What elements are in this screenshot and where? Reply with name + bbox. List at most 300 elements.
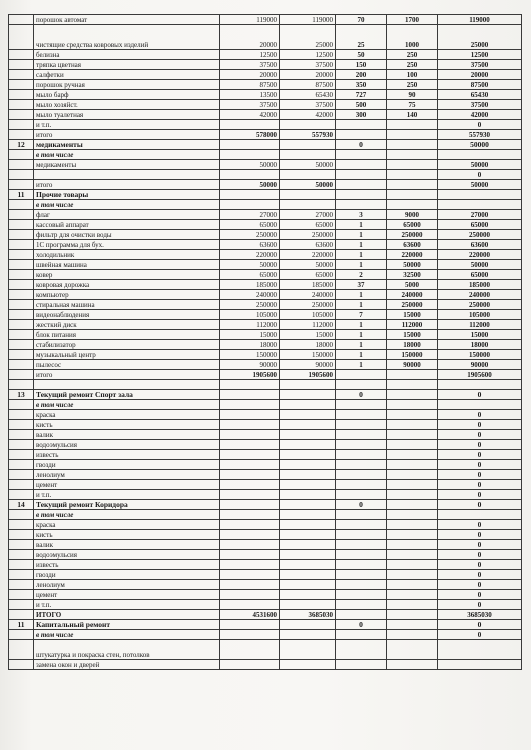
- row-number: [9, 430, 34, 440]
- unit-price: [387, 460, 438, 470]
- amount-approved: 15000: [280, 330, 336, 340]
- row-number: [9, 90, 34, 100]
- row-number: [9, 240, 34, 250]
- amount-approved: 3685030: [280, 610, 336, 620]
- quantity: [336, 370, 387, 380]
- table-row: [9, 200, 522, 210]
- table-row: [9, 360, 522, 370]
- amount-approved: [280, 590, 336, 600]
- quantity: 0: [336, 500, 387, 510]
- amount-approved: [280, 540, 336, 550]
- quantity: 37: [336, 280, 387, 290]
- table-row: [9, 470, 522, 480]
- item-name: кисть: [34, 420, 220, 430]
- unit-price: [387, 390, 438, 400]
- item-name: белизна: [34, 50, 220, 60]
- item-name: валик: [34, 540, 220, 550]
- quantity: [336, 450, 387, 460]
- item-name: флаг: [34, 210, 220, 220]
- unit-price: [387, 130, 438, 140]
- quantity: [336, 630, 387, 640]
- total: 0: [438, 600, 522, 610]
- item-name: известь: [34, 560, 220, 570]
- quantity: [336, 440, 387, 450]
- total: 0: [438, 480, 522, 490]
- item-name: музыкальный центр: [34, 350, 220, 360]
- quantity: 1: [336, 330, 387, 340]
- item-name: порошок автомат: [34, 15, 220, 25]
- quantity: 70: [336, 15, 387, 25]
- amount-approved: [280, 460, 336, 470]
- section-row: [9, 620, 522, 630]
- item-name: в том числе: [34, 510, 220, 520]
- quantity: 50: [336, 50, 387, 60]
- row-number: [9, 15, 34, 25]
- total-row: [9, 370, 522, 380]
- unit-price: 75: [387, 100, 438, 110]
- amount-planned: 65000: [220, 220, 280, 230]
- total: [438, 380, 522, 390]
- unit-price: [387, 170, 438, 180]
- amount-planned: [220, 640, 280, 660]
- item-name: краска: [34, 520, 220, 530]
- item-name: водоэмульсия: [34, 440, 220, 450]
- item-name: известь: [34, 450, 220, 460]
- unit-price: 250: [387, 50, 438, 60]
- amount-approved: [280, 450, 336, 460]
- amount-approved: [280, 630, 336, 640]
- item-name: ковер: [34, 270, 220, 280]
- row-number: [9, 630, 34, 640]
- table-row: [9, 630, 522, 640]
- total: 0: [438, 120, 522, 130]
- amount-planned: 13500: [220, 90, 280, 100]
- item-name: блок питания: [34, 330, 220, 340]
- row-number: [9, 150, 34, 160]
- item-name: [34, 380, 220, 390]
- item-name: холодильник: [34, 250, 220, 260]
- row-number: [9, 450, 34, 460]
- row-number: [9, 350, 34, 360]
- row-number: [9, 120, 34, 130]
- amount-planned: 37500: [220, 60, 280, 70]
- table-row: [9, 400, 522, 410]
- total: 0: [438, 450, 522, 460]
- total: 90000: [438, 360, 522, 370]
- amount-planned: 20000: [220, 25, 280, 50]
- quantity: [336, 490, 387, 500]
- quantity: 1: [336, 250, 387, 260]
- row-number: [9, 280, 34, 290]
- item-name: валик: [34, 430, 220, 440]
- table-row: [9, 290, 522, 300]
- row-number: [9, 660, 34, 670]
- amount-approved: 63600: [280, 240, 336, 250]
- total: 0: [438, 460, 522, 470]
- table-row: [9, 530, 522, 540]
- row-number: [9, 360, 34, 370]
- amount-approved: 27000: [280, 210, 336, 220]
- amount-planned: [220, 170, 280, 180]
- amount-approved: [280, 520, 336, 530]
- total: [438, 660, 522, 670]
- quantity: 0: [336, 390, 387, 400]
- total: 50000: [438, 140, 522, 150]
- unit-price: 250: [387, 80, 438, 90]
- amount-planned: [220, 660, 280, 670]
- unit-price: [387, 600, 438, 610]
- amount-planned: 65000: [220, 270, 280, 280]
- table-row: [9, 550, 522, 560]
- quantity: [336, 430, 387, 440]
- row-number: [9, 110, 34, 120]
- table-row: [9, 660, 522, 670]
- amount-planned: 50000: [220, 260, 280, 270]
- amount-planned: 220000: [220, 250, 280, 260]
- item-name: цемент: [34, 480, 220, 490]
- total: 105000: [438, 310, 522, 320]
- amount-planned: 42000: [220, 110, 280, 120]
- unit-price: 1700: [387, 15, 438, 25]
- total: [438, 150, 522, 160]
- table-row: [9, 260, 522, 270]
- table-row: [9, 300, 522, 310]
- unit-price: 15000: [387, 330, 438, 340]
- table-row: [9, 540, 522, 550]
- amount-approved: [280, 440, 336, 450]
- row-number: [9, 600, 34, 610]
- amount-planned: 87500: [220, 80, 280, 90]
- row-number: [9, 220, 34, 230]
- section-row: [9, 140, 522, 150]
- amount-approved: 65430: [280, 90, 336, 100]
- total: [438, 200, 522, 210]
- table-row: [9, 600, 522, 610]
- amount-planned: 63600: [220, 240, 280, 250]
- amount-planned: [220, 520, 280, 530]
- amount-planned: 119000: [220, 15, 280, 25]
- total: 119000: [438, 15, 522, 25]
- amount-planned: 240000: [220, 290, 280, 300]
- unit-price: 50000: [387, 260, 438, 270]
- total: 63600: [438, 240, 522, 250]
- item-name: в том числе: [34, 400, 220, 410]
- quantity: [336, 180, 387, 190]
- table-row: [9, 380, 522, 390]
- total: 0: [438, 520, 522, 530]
- item-name: пылесос: [34, 360, 220, 370]
- row-number: [9, 530, 34, 540]
- total: 0: [438, 620, 522, 630]
- total: 557930: [438, 130, 522, 140]
- unit-price: [387, 430, 438, 440]
- amount-approved: 105000: [280, 310, 336, 320]
- total: 185000: [438, 280, 522, 290]
- unit-price: [387, 410, 438, 420]
- item-name: Капитальный ремонт: [34, 620, 220, 630]
- quantity: [336, 480, 387, 490]
- amount-approved: [280, 140, 336, 150]
- item-name: швейная машина: [34, 260, 220, 270]
- total-row: [9, 180, 522, 190]
- unit-price: 9000: [387, 210, 438, 220]
- table-row: [9, 70, 522, 80]
- table-row: [9, 490, 522, 500]
- quantity: [336, 640, 387, 660]
- amount-approved: [280, 510, 336, 520]
- quantity: 1: [336, 290, 387, 300]
- unit-price: [387, 150, 438, 160]
- total: 15000: [438, 330, 522, 340]
- table-row: [9, 110, 522, 120]
- quantity: 727: [336, 90, 387, 100]
- amount-approved: [280, 430, 336, 440]
- quantity: 150: [336, 60, 387, 70]
- item-name: стиральная машина: [34, 300, 220, 310]
- item-name: мыло туалетная: [34, 110, 220, 120]
- table-row: [9, 330, 522, 340]
- amount-planned: [220, 490, 280, 500]
- item-name: итого: [34, 130, 220, 140]
- item-name: ленолиум: [34, 470, 220, 480]
- item-name: краска: [34, 410, 220, 420]
- table-row: [9, 570, 522, 580]
- amount-planned: [220, 560, 280, 570]
- row-number: [9, 330, 34, 340]
- amount-planned: 250000: [220, 230, 280, 240]
- item-name: гвозди: [34, 460, 220, 470]
- amount-planned: 150000: [220, 350, 280, 360]
- quantity: [336, 200, 387, 210]
- amount-approved: 150000: [280, 350, 336, 360]
- amount-approved: 112000: [280, 320, 336, 330]
- row-number: [9, 420, 34, 430]
- row-number: [9, 410, 34, 420]
- item-name: гвозди: [34, 570, 220, 580]
- amount-approved: 50000: [280, 260, 336, 270]
- amount-approved: 65000: [280, 220, 336, 230]
- row-number: [9, 250, 34, 260]
- item-name: в том числе: [34, 200, 220, 210]
- amount-approved: [280, 550, 336, 560]
- amount-approved: 37500: [280, 100, 336, 110]
- quantity: [336, 420, 387, 430]
- amount-planned: 12500: [220, 50, 280, 60]
- total: 0: [438, 170, 522, 180]
- total: 50000: [438, 160, 522, 170]
- quantity: [336, 130, 387, 140]
- item-name: медикаменты: [34, 140, 220, 150]
- row-number: [9, 570, 34, 580]
- unit-price: [387, 620, 438, 630]
- amount-approved: [280, 120, 336, 130]
- unit-price: 90000: [387, 360, 438, 370]
- table-row: [9, 120, 522, 130]
- total: 87500: [438, 80, 522, 90]
- unit-price: [387, 590, 438, 600]
- item-name: медикаменты: [34, 160, 220, 170]
- item-name: салфетки: [34, 70, 220, 80]
- amount-approved: [280, 200, 336, 210]
- item-name: 1С программа для бух.: [34, 240, 220, 250]
- total: 0: [438, 410, 522, 420]
- amount-approved: 42000: [280, 110, 336, 120]
- amount-planned: [220, 470, 280, 480]
- amount-planned: [220, 460, 280, 470]
- row-number: [9, 460, 34, 470]
- row-number: [9, 480, 34, 490]
- quantity: [336, 520, 387, 530]
- row-number: [9, 580, 34, 590]
- row-number: [9, 270, 34, 280]
- item-name: цемент: [34, 590, 220, 600]
- row-number: [9, 520, 34, 530]
- table-row: [9, 310, 522, 320]
- unit-price: 100: [387, 70, 438, 80]
- total: 65430: [438, 90, 522, 100]
- total: 0: [438, 540, 522, 550]
- amount-planned: 20000: [220, 70, 280, 80]
- quantity: 1: [336, 300, 387, 310]
- amount-planned: 250000: [220, 300, 280, 310]
- table-row: [9, 430, 522, 440]
- quantity: [336, 460, 387, 470]
- unit-price: [387, 530, 438, 540]
- total: 112000: [438, 320, 522, 330]
- row-number: [9, 60, 34, 70]
- amount-approved: [280, 470, 336, 480]
- item-name: ковровая дорожка: [34, 280, 220, 290]
- unit-price: 220000: [387, 250, 438, 260]
- table-row: [9, 80, 522, 90]
- table-row: [9, 240, 522, 250]
- total: 0: [438, 390, 522, 400]
- unit-price: 250: [387, 60, 438, 70]
- item-name: и т.п.: [34, 600, 220, 610]
- total: 37500: [438, 60, 522, 70]
- total: [438, 640, 522, 660]
- item-name: мыло хозяйст.: [34, 100, 220, 110]
- row-number: [9, 290, 34, 300]
- table-row: [9, 270, 522, 280]
- item-name: в том числе: [34, 150, 220, 160]
- row-number: [9, 560, 34, 570]
- total: [438, 190, 522, 200]
- amount-approved: [280, 490, 336, 500]
- amount-approved: [280, 580, 336, 590]
- unit-price: [387, 610, 438, 620]
- unit-price: [387, 640, 438, 660]
- amount-planned: 15000: [220, 330, 280, 340]
- item-name: итого: [34, 180, 220, 190]
- total: 0: [438, 440, 522, 450]
- amount-planned: 90000: [220, 360, 280, 370]
- quantity: [336, 160, 387, 170]
- quantity: [336, 400, 387, 410]
- table-row: [9, 170, 522, 180]
- total: 12500: [438, 50, 522, 60]
- row-number: [9, 370, 34, 380]
- unit-price: [387, 140, 438, 150]
- quantity: 0: [336, 620, 387, 630]
- amount-approved: 50000: [280, 160, 336, 170]
- row-number: [9, 200, 34, 210]
- quantity: [336, 470, 387, 480]
- row-number: [9, 130, 34, 140]
- unit-price: [387, 580, 438, 590]
- unit-price: 32500: [387, 270, 438, 280]
- row-number: [9, 170, 34, 180]
- amount-approved: 119000: [280, 15, 336, 25]
- quantity: [336, 120, 387, 130]
- total: 50000: [438, 260, 522, 270]
- table-row: [9, 560, 522, 570]
- unit-price: [387, 450, 438, 460]
- amount-planned: [220, 590, 280, 600]
- amount-approved: [280, 480, 336, 490]
- amount-planned: [220, 380, 280, 390]
- unit-price: [387, 520, 438, 530]
- quantity: [336, 570, 387, 580]
- amount-planned: [220, 550, 280, 560]
- amount-planned: [220, 200, 280, 210]
- unit-price: 90: [387, 90, 438, 100]
- amount-approved: 220000: [280, 250, 336, 260]
- amount-planned: 50000: [220, 180, 280, 190]
- unit-price: 15000: [387, 310, 438, 320]
- total: 65000: [438, 270, 522, 280]
- amount-planned: [220, 500, 280, 510]
- amount-planned: 18000: [220, 340, 280, 350]
- amount-planned: [220, 630, 280, 640]
- table-row: [9, 460, 522, 470]
- table-row: [9, 480, 522, 490]
- row-number: [9, 80, 34, 90]
- unit-price: [387, 200, 438, 210]
- row-number: [9, 260, 34, 270]
- total: 18000: [438, 340, 522, 350]
- unit-price: 1000: [387, 25, 438, 50]
- total: [438, 400, 522, 410]
- quantity: 1: [336, 350, 387, 360]
- item-name: штукатурка и покраска стен, потолков: [34, 640, 220, 660]
- amount-approved: 65000: [280, 270, 336, 280]
- quantity: 300: [336, 110, 387, 120]
- row-number: 13: [9, 390, 34, 400]
- table-row: [9, 320, 522, 330]
- quantity: [336, 380, 387, 390]
- quantity: 1: [336, 260, 387, 270]
- table-row: [9, 410, 522, 420]
- amount-approved: [280, 380, 336, 390]
- unit-price: 18000: [387, 340, 438, 350]
- amount-approved: [280, 150, 336, 160]
- total: 50000: [438, 180, 522, 190]
- table-row: [9, 450, 522, 460]
- total: 220000: [438, 250, 522, 260]
- item-name: в том числе: [34, 630, 220, 640]
- quantity: [336, 610, 387, 620]
- row-number: 11: [9, 620, 34, 630]
- amount-approved: [280, 170, 336, 180]
- total: 0: [438, 490, 522, 500]
- row-number: [9, 590, 34, 600]
- table-row: [9, 520, 522, 530]
- budget-table: [8, 14, 522, 670]
- unit-price: [387, 180, 438, 190]
- amount-planned: [220, 570, 280, 580]
- amount-planned: [220, 620, 280, 630]
